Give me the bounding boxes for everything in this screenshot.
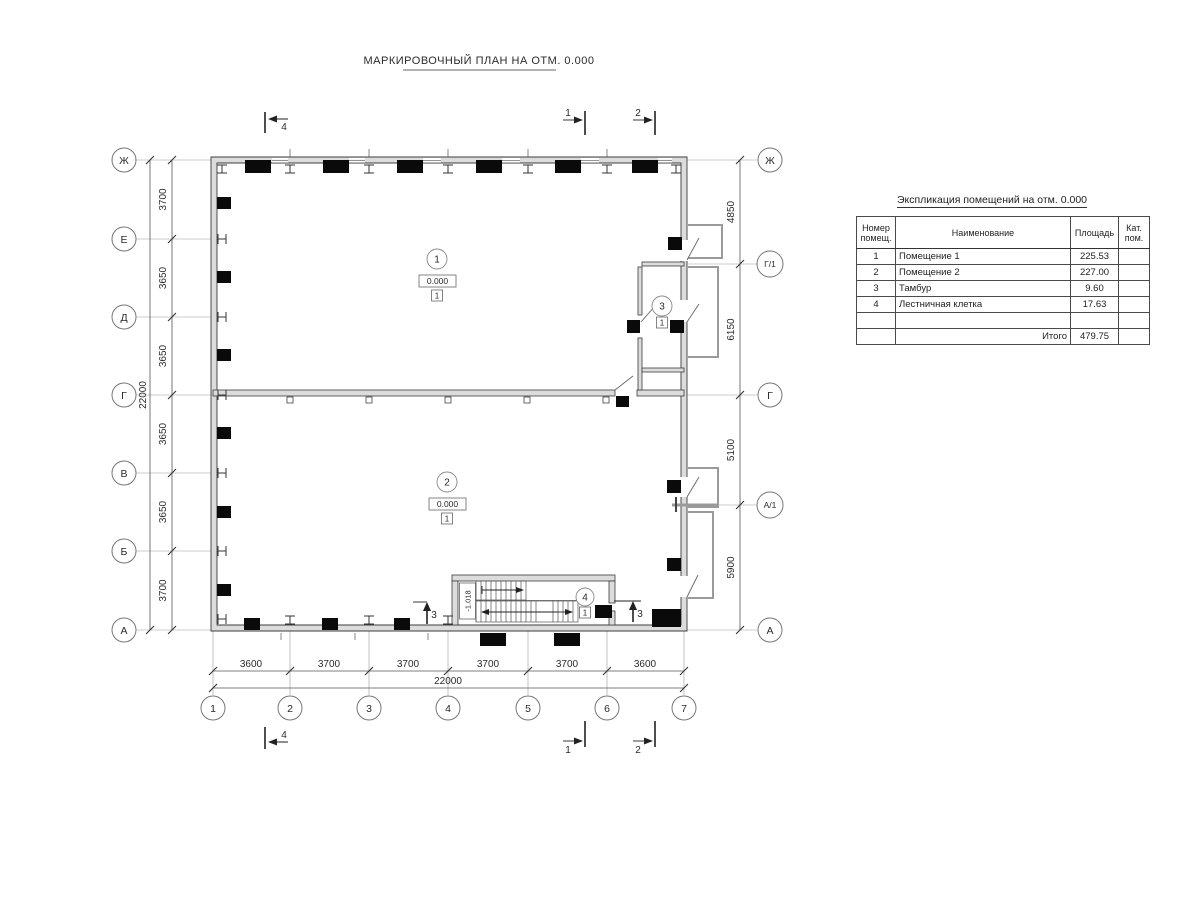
room-3-mark (652, 296, 672, 328)
schedule-empty-row (857, 313, 1150, 329)
dim-right-1: 4850 (726, 200, 737, 224)
dim-bottom-2: 3700 (317, 659, 341, 670)
schedule-row-2-name: Помещение 2 (896, 265, 1071, 281)
plan-title: МАРКИРОВОЧНЫЙ ПЛАН НА ОТМ. 0.000 (363, 55, 595, 67)
dim-bottom-1: 3600 (239, 659, 263, 670)
dim-left-total: 22000 (138, 381, 149, 409)
stair-elevation-label: -1.018 (463, 590, 473, 612)
axis-bottom-5: 5 (525, 703, 531, 715)
axis-right-g: Г (767, 390, 773, 402)
axis-left-d: Д (120, 312, 128, 324)
schedule-row-1-number: 1 (857, 249, 896, 265)
schedule-header-number-line2: помещ. (860, 232, 892, 243)
door-leaves (641, 238, 699, 597)
axis-bottom-3: 3 (366, 703, 372, 715)
interior-walls (213, 262, 684, 625)
section-marker-1-top (563, 108, 585, 135)
schedule-row-2-area: 227.00 (1071, 265, 1119, 281)
schedule-total-blank (857, 329, 896, 345)
section-marker-1-bottom (563, 721, 585, 756)
axis-bottom-1: 1 (210, 703, 216, 715)
room-schedule-table (856, 216, 1150, 345)
section-1-label: 1 (565, 108, 571, 119)
schedule-row-3 (857, 281, 1150, 297)
room-4-floor-type: 1 (582, 608, 588, 618)
schedule-total-label: Итого (896, 329, 1071, 345)
axis-right-zh: Ж (765, 155, 775, 167)
axis-left-v: В (120, 468, 128, 480)
schedule-row-2-category (1119, 265, 1150, 281)
room-2-floor-type: 1 (444, 514, 450, 524)
schedule-header-name: Наименование (896, 217, 1071, 249)
axis-left-b: Б (120, 546, 128, 558)
schedule-row-3-number: 3 (857, 281, 896, 297)
axis-right-g1: Г/1 (764, 259, 776, 269)
schedule-row-2-number: 2 (857, 265, 896, 281)
dim-left-4: 3650 (158, 422, 169, 446)
dim-bottom-5: 3700 (555, 659, 579, 670)
dim-left-6: 3700 (158, 579, 169, 602)
schedule-row-1-category (1119, 249, 1150, 265)
section-2-label: 2 (635, 108, 641, 119)
axis-right-a: А (766, 625, 774, 637)
section-marker-4-bottom (265, 727, 288, 749)
dim-bottom-3: 3700 (396, 659, 420, 670)
schedule-header-area: Площадь (1071, 217, 1119, 249)
staircase (460, 581, 579, 622)
schedule-row-1 (857, 249, 1150, 265)
room-schedule (856, 190, 1144, 345)
dim-left-2: 3650 (158, 266, 169, 290)
room-1-mark (419, 249, 456, 301)
schedule-header-number-line1: Номер (862, 222, 890, 233)
schedule-row-2 (857, 265, 1150, 281)
axis-bubbles-bottom (201, 696, 696, 720)
schedule-row-4-area: 17.63 (1071, 297, 1119, 313)
room-2-mark (429, 472, 466, 524)
schedule-row-4 (857, 297, 1150, 313)
schedule-row-4-category (1119, 297, 1150, 313)
schedule-row-3-category (1119, 281, 1150, 297)
room-1-floor-type: 1 (434, 291, 440, 301)
room-3-floor-type: 1 (659, 318, 665, 328)
axis-left-a: А (120, 625, 128, 637)
room-2-elevation: 0.000 (436, 499, 459, 509)
axis-bubbles-left (112, 148, 136, 642)
schedule-row-4-name: Лестничная клетка (896, 297, 1071, 313)
section-4-label-bottom: 4 (281, 730, 287, 741)
dim-bottom-4: 3700 (476, 659, 500, 670)
room-schedule-title (856, 190, 1128, 208)
schedule-header-category (1119, 217, 1150, 249)
dim-bottom-6: 3600 (633, 659, 657, 670)
schedule-header-row (857, 217, 1150, 249)
schedule-row-1-area: 225.53 (1071, 249, 1119, 265)
schedule-total-area: 479.75 (1071, 329, 1119, 345)
axis-left-g: Г (121, 390, 127, 402)
dim-left-5: 3650 (158, 500, 169, 524)
room-1-number: 1 (434, 254, 440, 266)
section-marker-2-bottom (633, 721, 655, 756)
schedule-row-1-name: Помещение 1 (896, 249, 1071, 265)
schedule-row-3-area: 9.60 (1071, 281, 1119, 297)
section-1-label-bottom: 1 (565, 745, 571, 756)
dim-bottom-total: 22000 (434, 676, 462, 687)
section-marker-3-left (413, 602, 437, 624)
schedule-empty-area (1071, 313, 1119, 329)
dim-left-3: 3650 (158, 344, 169, 368)
section-marker-2-top (633, 108, 655, 135)
section-marker-4-top (265, 112, 288, 133)
schedule-row-4-number: 4 (857, 297, 896, 313)
axis-left-zh: Ж (119, 155, 129, 167)
room-schedule-title-text: Экспликация помещений на отм. 0.000 (896, 194, 1088, 206)
schedule-total-row (857, 329, 1150, 345)
schedule-empty-category (1119, 313, 1150, 329)
section-marker-3-right (614, 601, 643, 622)
dim-right-2: 6150 (726, 318, 737, 341)
schedule-total-category (1119, 329, 1150, 345)
room-1-elevation: 0.000 (426, 276, 449, 286)
axis-right-a1: А/1 (763, 500, 777, 510)
axis-bottom-6: 6 (604, 703, 610, 715)
room-3-number: 3 (659, 301, 665, 313)
dim-right-3: 5100 (726, 438, 737, 462)
dim-right-4: 5900 (726, 556, 737, 579)
section-3-label-right: 3 (637, 609, 643, 620)
room-2-number: 2 (444, 477, 450, 489)
schedule-header-cat-line2: пом. (1124, 232, 1144, 243)
axis-left-e: Е (120, 234, 128, 246)
entrance-porches (672, 225, 722, 598)
axis-bottom-4: 4 (445, 703, 451, 715)
schedule-header-number (857, 217, 896, 249)
room-4-mark (576, 588, 594, 618)
axis-bottom-7: 7 (681, 703, 687, 715)
schedule-header-cat-line1: Кат. (1126, 222, 1142, 233)
axis-bubbles-right (757, 148, 783, 642)
room-4-number: 4 (582, 592, 588, 604)
section-3-label-left: 3 (431, 610, 437, 621)
axis-bottom-2: 2 (287, 703, 293, 715)
section-2-label-bottom: 2 (635, 745, 641, 756)
schedule-empty-name (896, 313, 1071, 329)
schedule-empty-number (857, 313, 896, 329)
dim-left-1: 3700 (158, 188, 169, 211)
section-4-label: 4 (281, 122, 287, 133)
schedule-row-3-name: Тамбур (896, 281, 1071, 297)
